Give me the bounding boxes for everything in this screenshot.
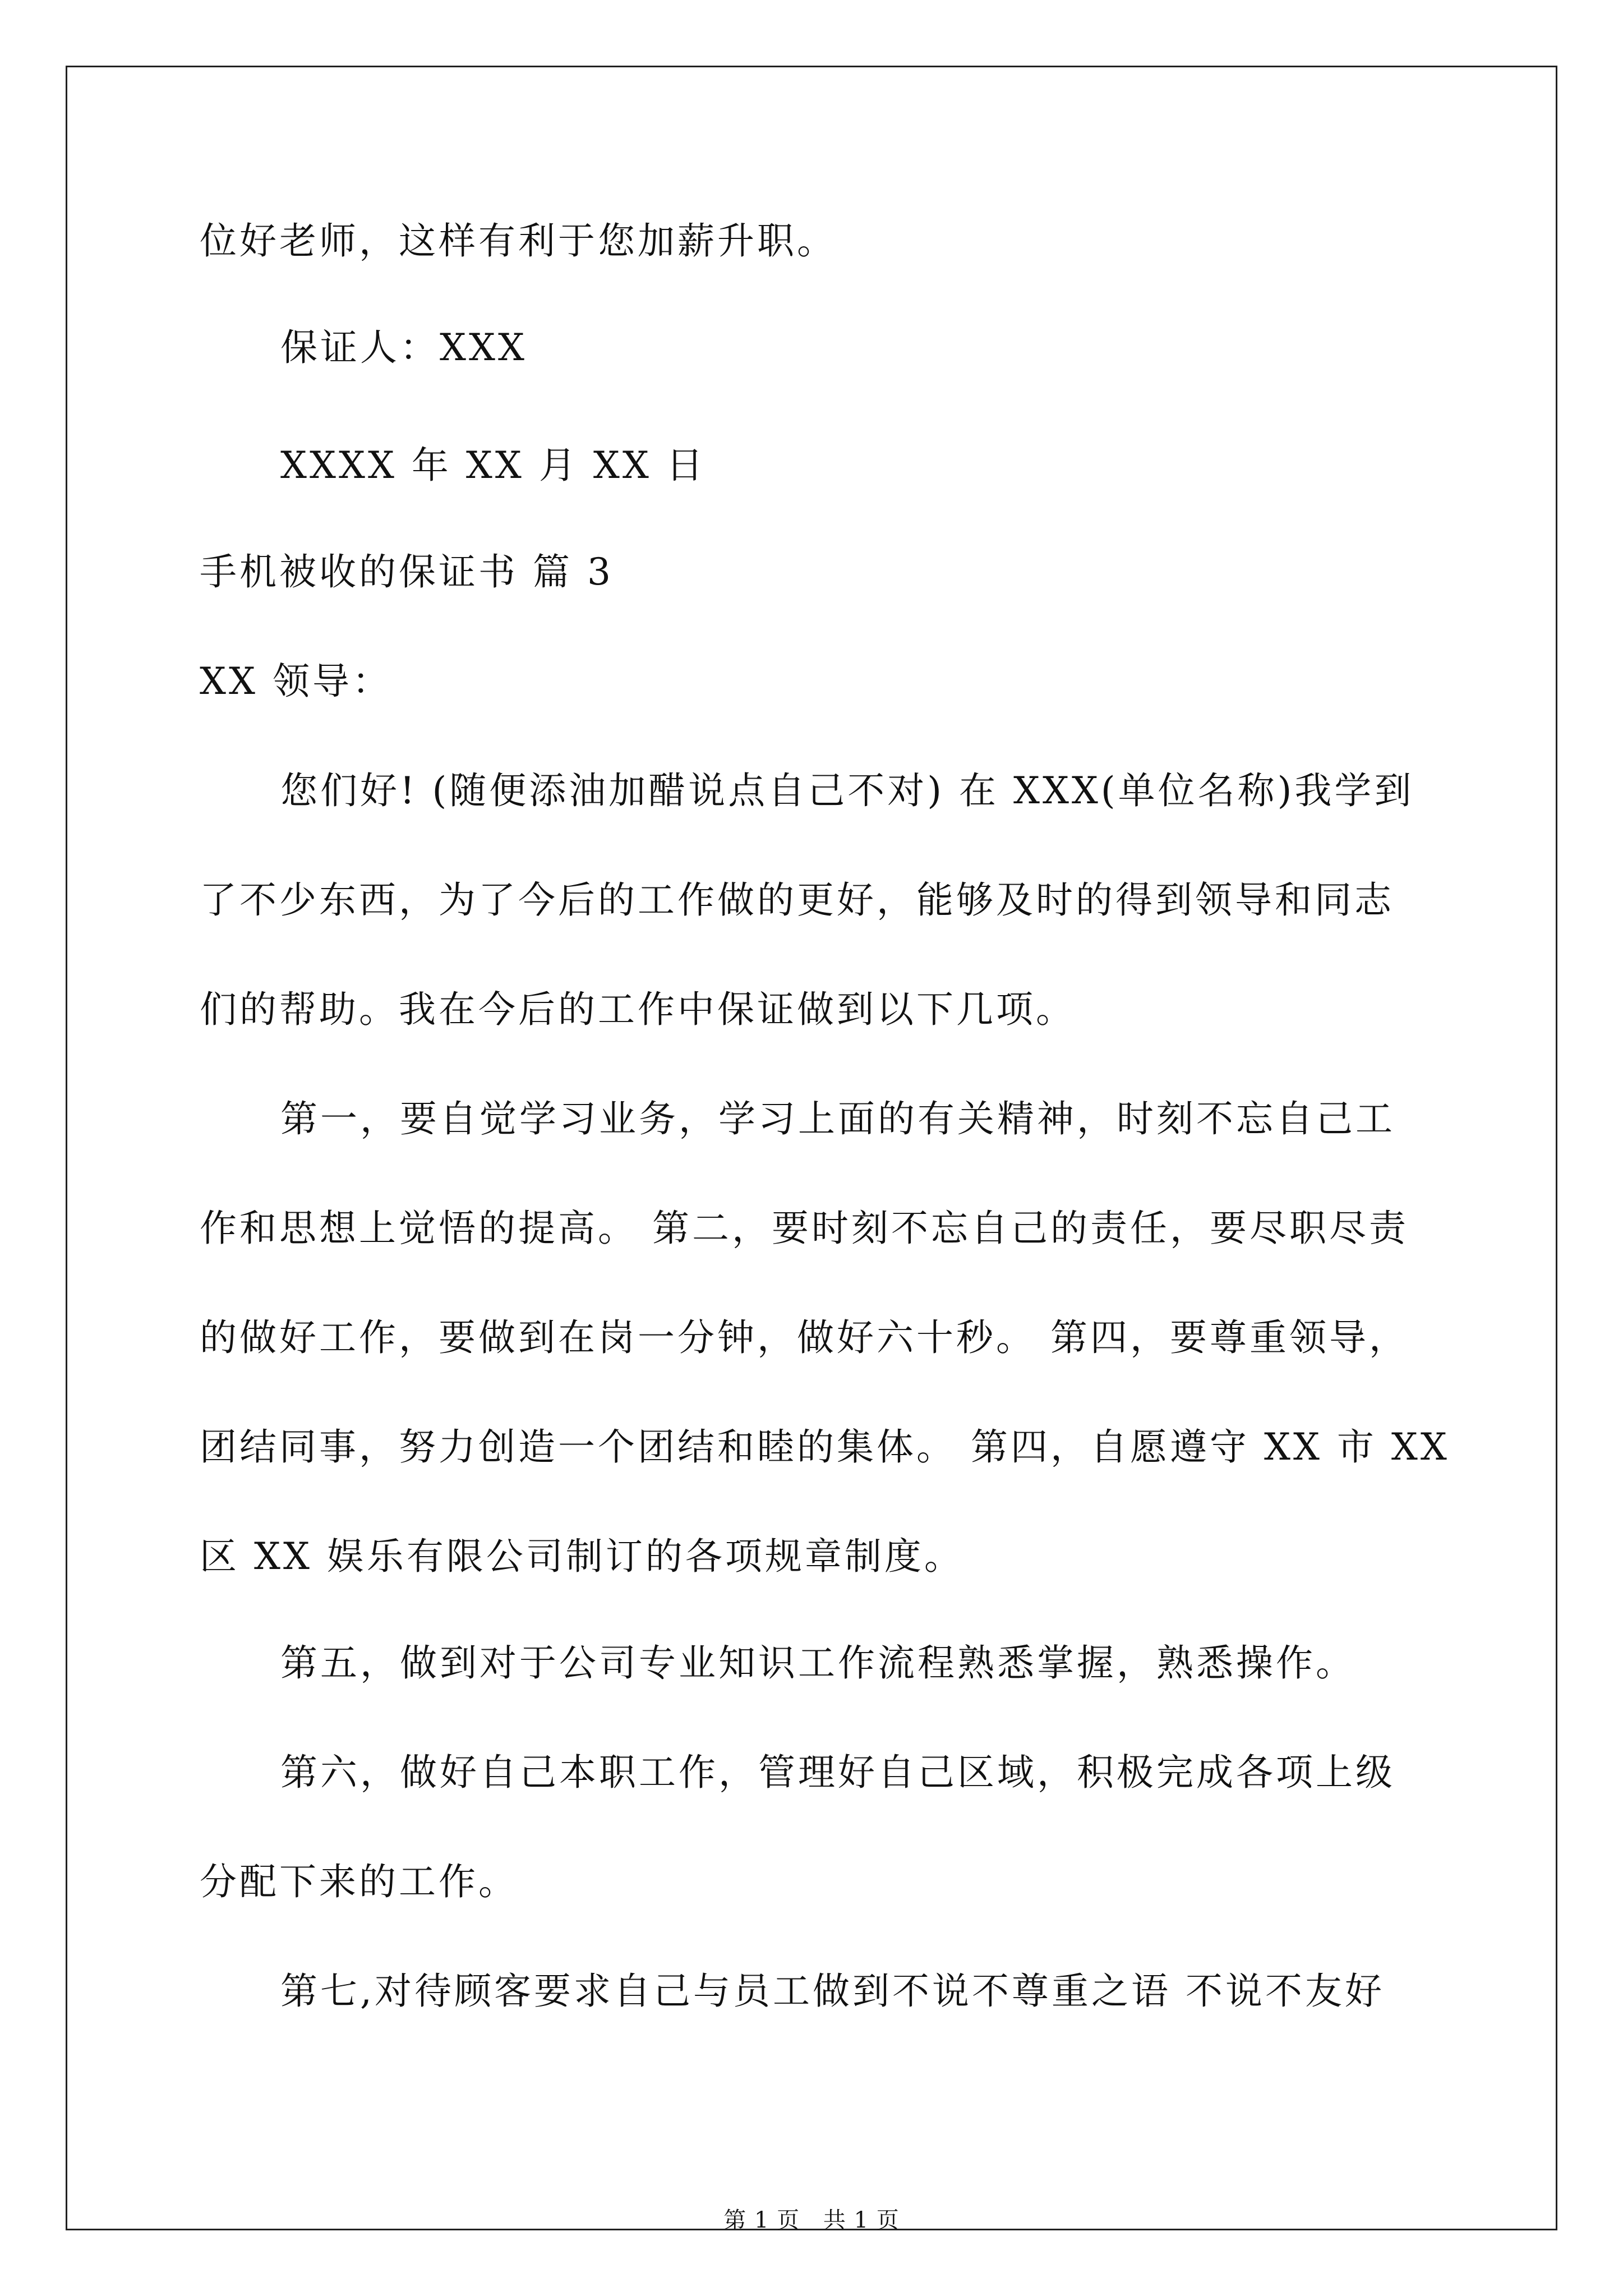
text-line: 位好老师，这样有利于您加薪升职。: [200, 219, 837, 263]
section-heading: 手机被收的保证书 篇 3: [200, 550, 614, 593]
page-total: 共 1 页: [823, 2207, 900, 2233]
text-line: 们的帮助。我在今后的工作中保证做到以下几项。: [200, 988, 1076, 1031]
page-number: 第 1 页: [723, 2207, 800, 2233]
text-line: 第一，要自觉学习业务，学习上面的有关精神，时刻不忘自己工: [280, 1097, 1395, 1140]
text-line: 了不少东西，为了今后的工作做的更好，能够及时的得到领导和同志: [200, 878, 1394, 922]
signer-line: 保证人：XXX: [280, 326, 527, 369]
text-line: 分配下来的工作。: [200, 1860, 518, 1903]
date-line: XXXX 年 XX 月 XX 日: [280, 444, 706, 487]
text-line: 第六，做好自己本职工作，管理好自己区域，积极完成各项上级: [280, 1751, 1395, 1794]
text-line: 第五，做到对于公司专业知识工作流程熟悉掌握，熟悉操作。: [280, 1641, 1355, 1685]
text-line: 您们好! (随便添油加醋说点自己不对) 在 XXX(单位名称)我学到: [280, 769, 1414, 812]
page-footer: [0, 2205, 1623, 2236]
text-line: 的做好工作，要做到在岗一分钟，做好六十秒。 第四，要尊重领导，: [200, 1316, 1409, 1359]
text-line: 区 XX 娱乐有限公司制订的各项规章制度。: [200, 1535, 964, 1578]
text-line: 团结同事，努力创造一个团结和睦的集体。 第四，自愿遵守 XX 市 XX: [200, 1425, 1450, 1469]
text-line: 作和思想上觉悟的提高。 第二，要时刻不忘自己的责任，要尽职尽责: [200, 1207, 1409, 1250]
text-line: 第七,对待顾客要求自己与员工做到不说不尊重之语 不说不友好: [280, 1970, 1385, 2013]
salutation: XX 领导：: [200, 660, 392, 703]
